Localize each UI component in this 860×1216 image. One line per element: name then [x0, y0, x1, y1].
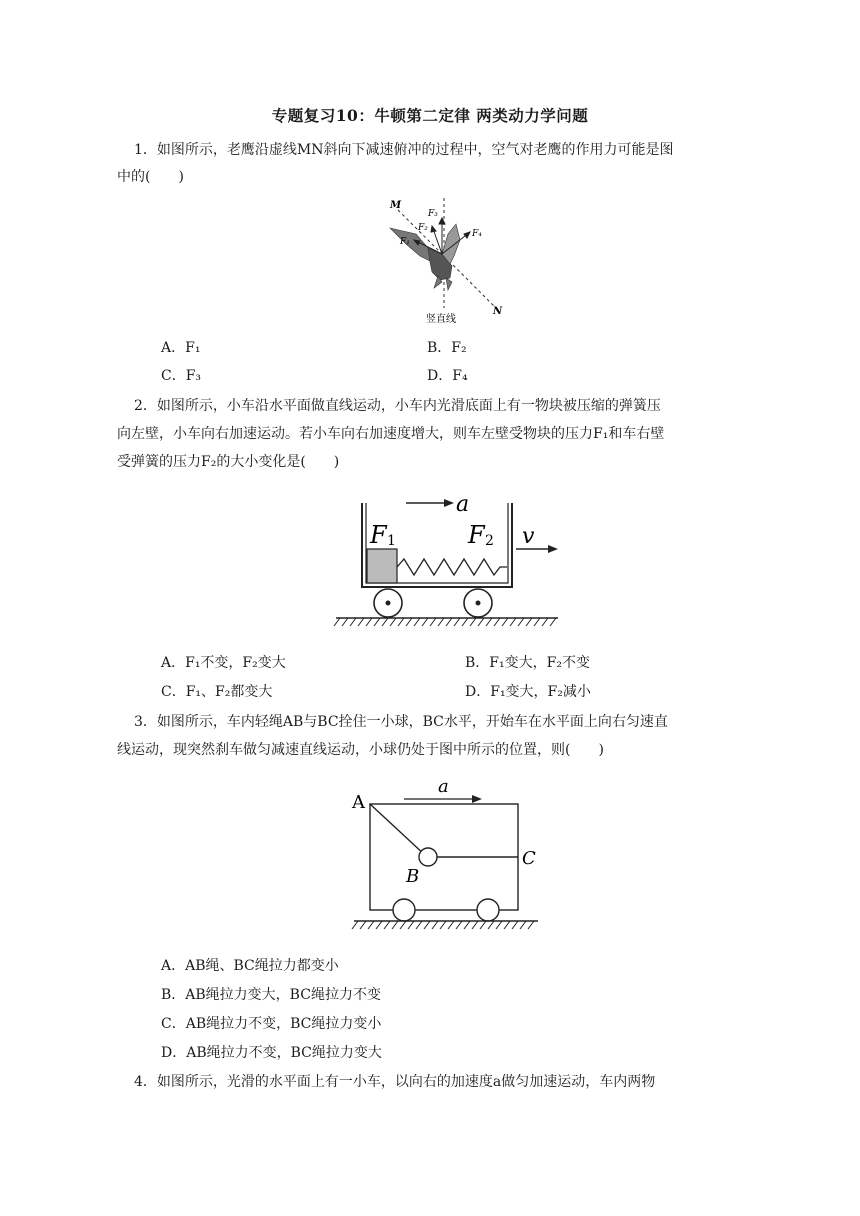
block	[367, 549, 397, 583]
q1-option-b: B．F₂	[427, 340, 467, 356]
q3-cart-figure	[346, 772, 546, 942]
spring	[397, 559, 507, 575]
label-F4: F₄	[472, 229, 482, 239]
label-B: B	[406, 866, 420, 887]
q3-option-c: C．AB绳拉力不变，BC绳拉力变小	[161, 1016, 382, 1032]
label-a: a	[438, 776, 449, 797]
q2-text-line2: 向左壁，小车向右加速运动。若小车向右加速度增大，则车左壁受物块的压力F₁和车右壁	[117, 426, 665, 442]
q2-text-line3: 受弹簧的压力F₂的大小变化是( )	[117, 454, 340, 470]
label-N: N	[493, 306, 503, 317]
label-v: v	[522, 524, 535, 549]
label-A: A	[352, 792, 365, 813]
q3-option-d: D．AB绳拉力不变，BC绳拉力变大	[161, 1045, 382, 1061]
q2-option-a: A．F₁不变，F₂变大	[161, 655, 286, 671]
label-F1: F	[370, 521, 387, 549]
label-vertical-line: 竖直线	[426, 314, 456, 325]
label-F2: F	[468, 521, 485, 549]
q2-cart-figure	[326, 487, 566, 637]
q1-eagle-figure	[376, 196, 516, 326]
q4-text-line1: 4．如图所示，光滑的水平面上有一小车，以向右的加速度a做匀加速运动，车内两物	[134, 1074, 656, 1090]
q1-option-a: A．F₁	[161, 340, 201, 356]
label-F2: F₂	[418, 223, 428, 233]
label-F1: F₁	[400, 237, 410, 247]
q3-text-line1: 3．如图所示，车内轻绳AB与BC拴住一小球，BC水平，开始车在水平面上向右匀速直	[134, 714, 668, 730]
page-title: 专题复习10：牛顿第二定律 两类动力学问题	[271, 106, 589, 125]
wheel-right	[477, 899, 499, 921]
q1-option-d: D．F₄	[427, 368, 468, 384]
label-C: C	[522, 848, 536, 869]
wheel-left	[393, 899, 415, 921]
label-a: a	[456, 492, 470, 517]
q3-text-line2: 线运动，现突然刹车做匀减速直线运动，小球仍处于图中所示的位置，则( )	[117, 742, 604, 758]
q2-text-line1: 2．如图所示，小车沿水平面做直线运动，小车内光滑底面上有一物块被压缩的弹簧压	[134, 398, 661, 414]
q1-text-line2: 中的( )	[117, 169, 184, 185]
q2-option-c: C．F₁、F₂都变大	[161, 684, 273, 700]
label-F2-sub: 2	[485, 533, 494, 549]
q2-option-d: D．F₁变大，F₂减小	[465, 684, 591, 700]
q2-option-b: B．F₁变大，F₂不变	[465, 655, 590, 671]
q3-option-b: B．AB绳拉力变大，BC绳拉力不变	[161, 987, 381, 1003]
eagle-icon	[390, 224, 460, 290]
ball	[419, 848, 437, 866]
label-F1-sub: 1	[387, 533, 396, 549]
label-F3: F₃	[428, 209, 438, 219]
q1-text-line1: 1．如图所示，老鹰沿虚线MN斜向下减速俯冲的过程中，空气对老鹰的作用力可能是图	[134, 142, 674, 158]
q3-option-a: A．AB绳、BC绳拉力都变小	[161, 958, 339, 974]
q1-option-c: C．F₃	[161, 368, 202, 384]
label-M: M	[390, 200, 402, 211]
